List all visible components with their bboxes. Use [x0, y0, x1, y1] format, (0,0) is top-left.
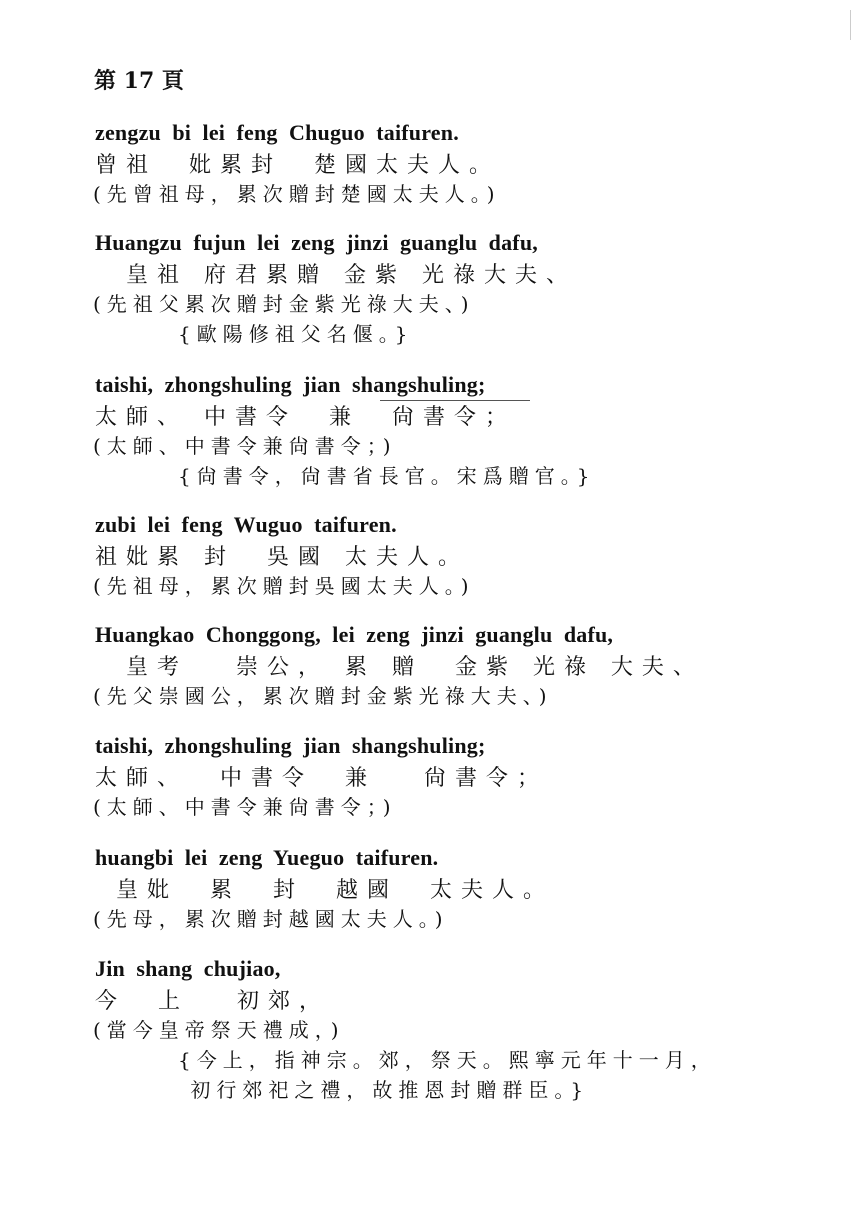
translation-line: (當今皇帝祭天禮成，)	[93, 1018, 345, 1042]
pinyin-line: zengzu bi lei feng Chuguo taifuren.	[95, 120, 459, 145]
note-line: {歐陽修祖父名偃。}	[178, 322, 414, 346]
translation-line: (先母，累次贈封越國太夫人。)	[93, 907, 449, 931]
pinyin-line: zubi lei feng Wuguo taifuren.	[95, 512, 397, 537]
pinyin-line: Huangzu fujun lei zeng jinzi guanglu dafu,	[95, 230, 538, 255]
hanzi-line: 皇祖 府君累贈 金紫 光祿大夫、	[110, 263, 577, 288]
translation-line: (先父崇國公，累次贈封金紫光祿大夫、)	[93, 684, 553, 708]
translation-line: (先曾祖母，累次贈封楚國太夫人。)	[93, 182, 501, 206]
hanzi-line: 今 上 初郊，	[95, 989, 330, 1014]
note-line: {今上，指神宗。郊，祭天。熙寧元年十一月，	[178, 1048, 717, 1072]
pinyin-line: taishi, zhongshuling jian shangshuling;	[95, 372, 486, 397]
pinyin-line: Jin shang chujiao,	[95, 956, 281, 981]
pinyin-line: huangbi lei zeng Yueguo taifuren.	[95, 845, 439, 870]
translation-line: (太師、中書令兼尙書令；)	[93, 434, 397, 458]
translation-line: (先祖母，累次贈封吳國太夫人。)	[93, 574, 475, 598]
hanzi-line: 皇妣 累 封 越國 太夫人。	[100, 878, 554, 903]
hanzi-line: 祖妣累 封 吳國 太夫人。	[95, 545, 469, 570]
pinyin-line: Huangkao Chonggong, lei zeng jinzi guanglu dafu,	[95, 622, 614, 647]
note-line: 初行郊祀之禮，故推恩封贈群臣。}	[178, 1078, 590, 1102]
pinyin-line: taishi, zhongshuling jian shangshuling;	[95, 733, 486, 758]
note-line: {尙書令，尙書省長官。宋爲贈官。}	[178, 464, 596, 488]
hanzi-line: 太師、 中書令 兼 尙書令；	[95, 405, 516, 430]
scan-edge-mark	[850, 10, 851, 40]
translation-line: (先祖父累次贈封金紫光祿大夫、)	[93, 292, 475, 316]
hanzi-line: 曾祖 妣累封 楚國太夫人。	[95, 153, 500, 178]
hanzi-line: 太師、 中書令 兼 尙書令；	[95, 766, 548, 791]
translation-line: (太師、中書令兼尙書令；)	[93, 795, 397, 819]
hanzi-line: 皇考 崇公， 累 贈 金紫 光祿 大夫、	[110, 655, 704, 680]
page-number: 第 17 頁	[94, 68, 184, 94]
